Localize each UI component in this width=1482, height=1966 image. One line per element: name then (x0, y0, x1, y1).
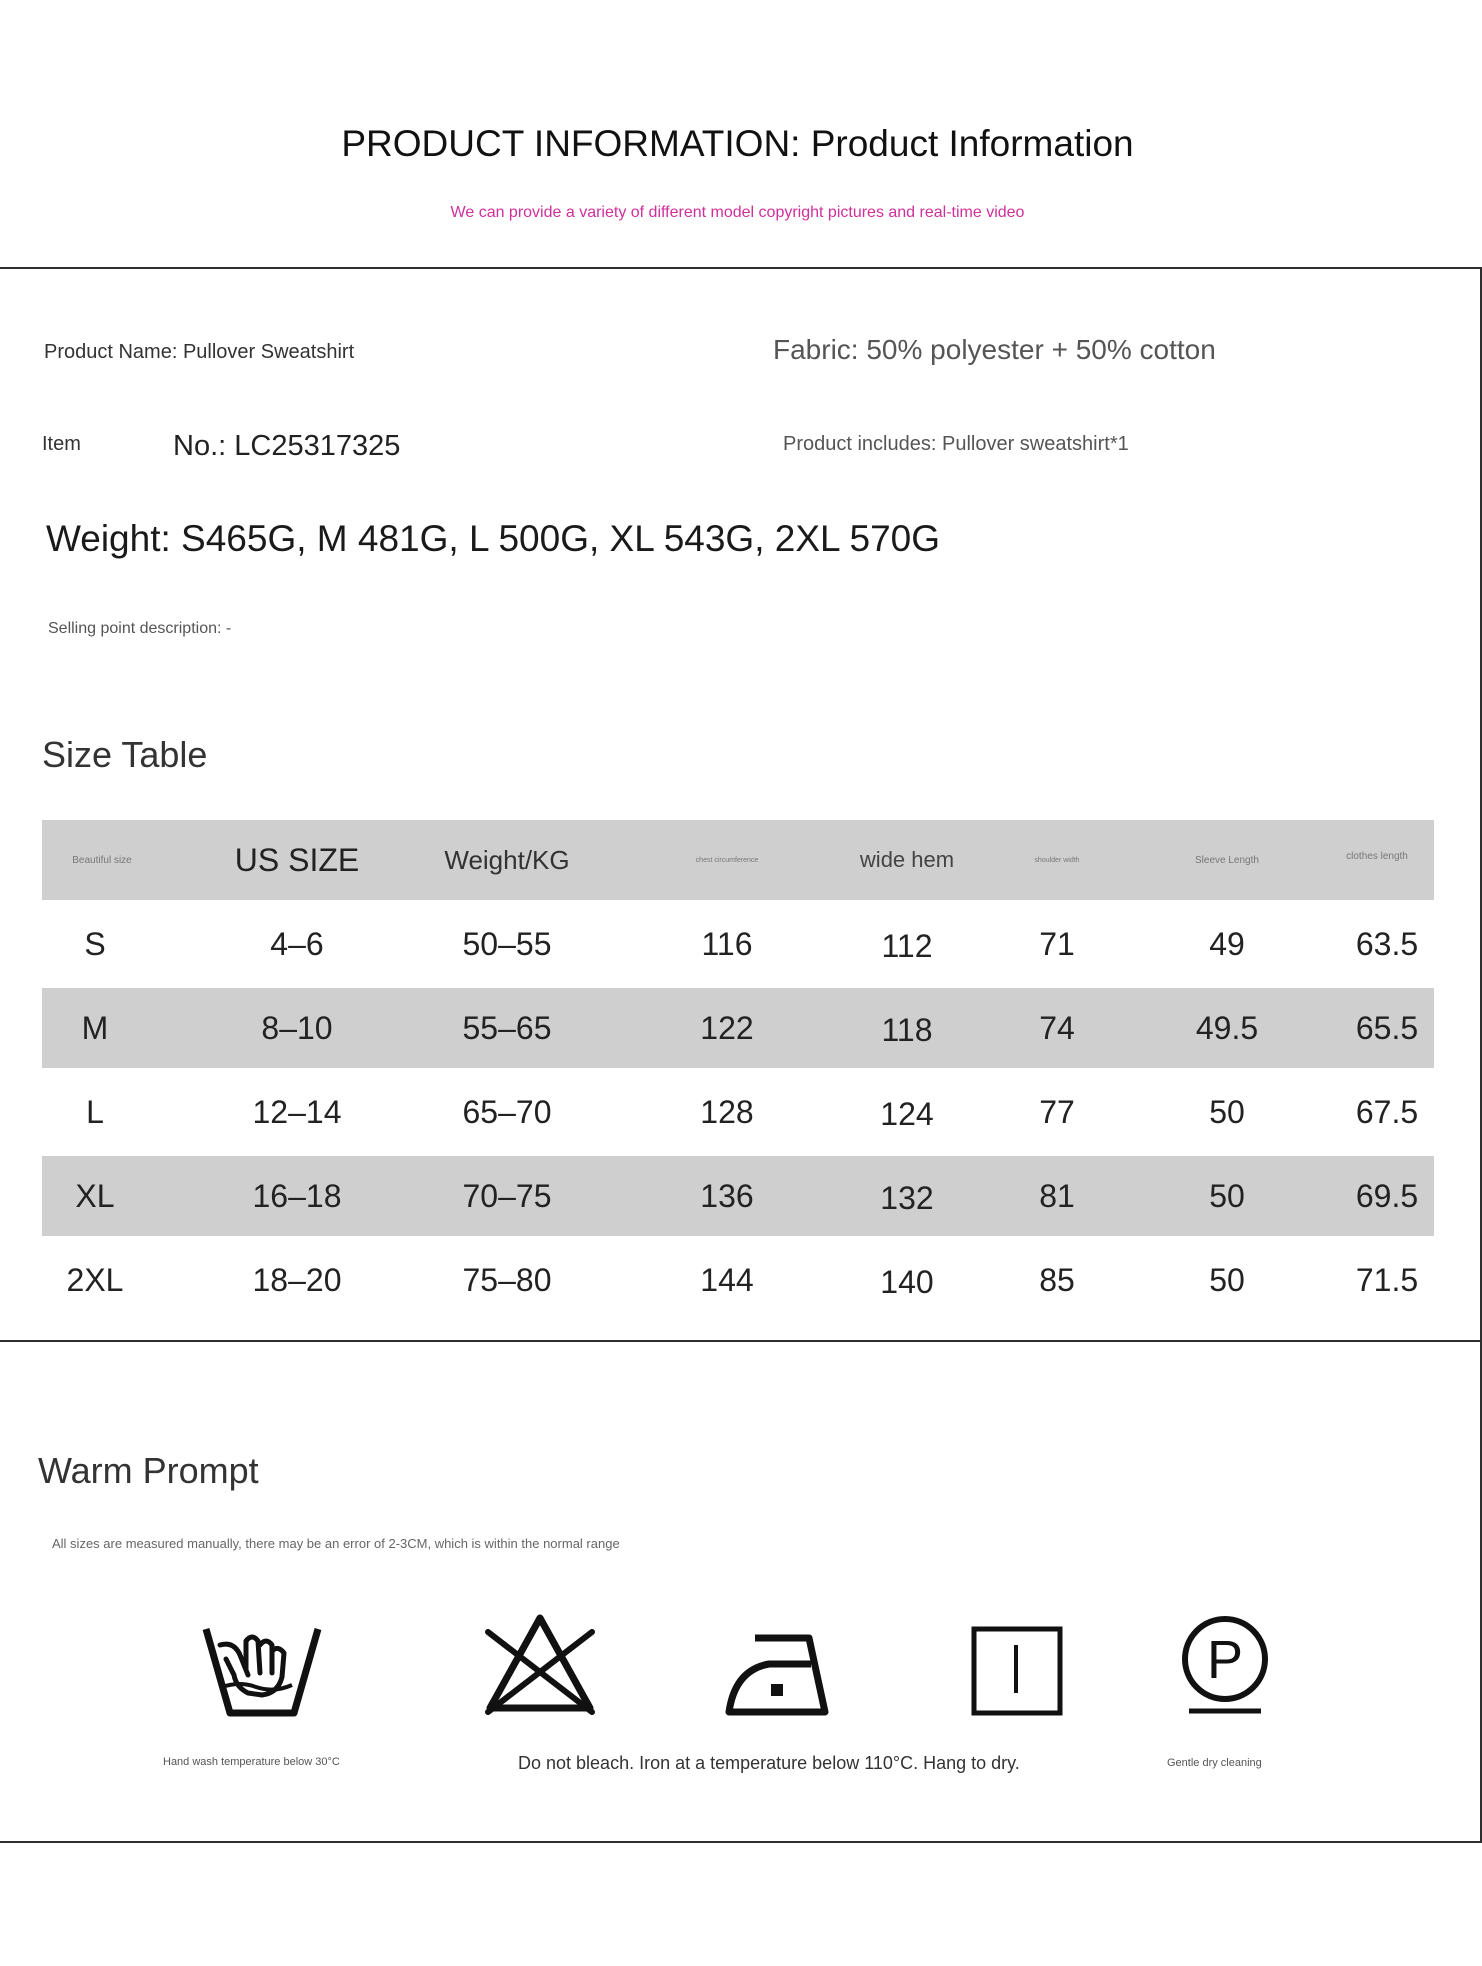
header-shoulder: shoulder width (1034, 856, 1080, 864)
cell-weight: 50–55 (462, 925, 552, 962)
cell-shoulder: 74 (1039, 1009, 1075, 1046)
cell-wide-hem: 140 (880, 1263, 934, 1300)
cell-shoulder: 81 (1039, 1177, 1075, 1214)
cell-wide-hem: 132 (880, 1179, 934, 1216)
header-beautiful-size: Beautiful size (72, 854, 132, 866)
cell-size: L (86, 1093, 104, 1130)
bottom-divider (0, 1841, 1482, 1843)
cell-weight: 65–70 (462, 1093, 552, 1130)
dry-clean-caption: Gentle dry cleaning (1167, 1757, 1262, 1769)
cell-weight: 55–65 (462, 1009, 552, 1046)
cell-clothes-length: 65.5 (1355, 1009, 1419, 1046)
hang-dry-icon (970, 1625, 1064, 1717)
page-title: PRODUCT INFORMATION: Product Information (341, 123, 1134, 164)
table-row (42, 1156, 1434, 1236)
cell-clothes-length: 63.5 (1355, 925, 1419, 962)
page-subtitle: We can provide a variety of different model copyright pictures and real-time video (450, 204, 1025, 221)
cell-wide-hem: 124 (880, 1095, 934, 1132)
hand-wash-icon (200, 1615, 324, 1723)
cell-size: 2XL (66, 1261, 124, 1298)
header-clothes-length: clothes length (1346, 850, 1408, 862)
cell-size: XL (75, 1177, 115, 1214)
cell-chest: 144 (700, 1261, 754, 1298)
do-not-bleach-icon (482, 1612, 598, 1716)
cell-sleeve: 50 (1209, 1261, 1245, 1298)
measurement-note: All sizes are measured manually, there may be an error of 2-3CM, which is within the normal range (52, 1536, 620, 1551)
cell-us-size: 16–18 (252, 1177, 342, 1214)
cell-chest: 122 (700, 1009, 754, 1046)
cell-size: S (84, 925, 106, 962)
header-chest: chest circumference (695, 856, 759, 864)
header-us-size: US SIZE (234, 841, 360, 878)
cell-sleeve: 49.5 (1195, 1009, 1259, 1046)
cell-sleeve: 49 (1209, 925, 1245, 962)
cell-weight: 70–75 (462, 1177, 552, 1214)
cell-chest: 136 (700, 1177, 754, 1214)
middle-divider (0, 1340, 1482, 1342)
selling-point: Selling point description: - (48, 620, 232, 637)
cell-sleeve: 50 (1209, 1177, 1245, 1214)
cell-us-size: 18–20 (252, 1261, 342, 1298)
cell-chest: 116 (701, 925, 753, 962)
iron-low-temp-icon (725, 1630, 831, 1718)
item-number: No.: LC25317325 (173, 430, 401, 462)
cell-shoulder: 85 (1039, 1261, 1075, 1298)
cell-clothes-length: 71.5 (1355, 1261, 1419, 1298)
header-weight: Weight/KG (444, 844, 570, 875)
cell-chest: 128 (700, 1093, 754, 1130)
cell-shoulder: 71 (1039, 925, 1075, 962)
size-table-header (42, 820, 1434, 900)
table-row (42, 1236, 1434, 1324)
fabric: Fabric: 50% polyester + 50% cotton (773, 334, 1216, 365)
product-includes: Product includes: Pullover sweatshirt*1 (783, 433, 1129, 455)
cell-clothes-length: 69.5 (1355, 1177, 1419, 1214)
hand-wash-caption: Hand wash temperature below 30°C (163, 1756, 340, 1768)
table-row (42, 1068, 1434, 1156)
care-caption: Do not bleach. Iron at a temperature below 110°C. Hang to dry. (518, 1753, 1020, 1773)
cell-shoulder: 77 (1039, 1093, 1075, 1130)
cell-wide-hem: 118 (881, 1011, 933, 1048)
cell-weight: 75–80 (462, 1261, 552, 1298)
size-table (42, 820, 1434, 1324)
cell-us-size: 8–10 (261, 1009, 333, 1046)
table-row (42, 988, 1434, 1068)
product-name: Product Name: Pullover Sweatshirt (44, 341, 355, 363)
cell-clothes-length: 67.5 (1355, 1093, 1419, 1130)
dry-clean-letter: P (1206, 1630, 1244, 1690)
warm-prompt-title: Warm Prompt (38, 1450, 259, 1491)
cell-us-size: 12–14 (252, 1093, 342, 1130)
header-wide-hem: wide hem (859, 847, 955, 872)
header-sleeve: Sleeve Length (1195, 854, 1259, 866)
size-table-title: Size Table (42, 734, 208, 775)
weight-info: Weight: S465G, M 481G, L 500G, XL 543G, 2XL 570G (46, 518, 941, 559)
cell-size: M (81, 1009, 109, 1046)
cell-us-size: 4–6 (270, 925, 324, 962)
item-label: Item (42, 433, 81, 455)
cell-wide-hem: 112 (881, 927, 933, 964)
table-row (42, 900, 1434, 988)
top-divider (0, 267, 1482, 269)
cell-sleeve: 50 (1209, 1093, 1245, 1130)
